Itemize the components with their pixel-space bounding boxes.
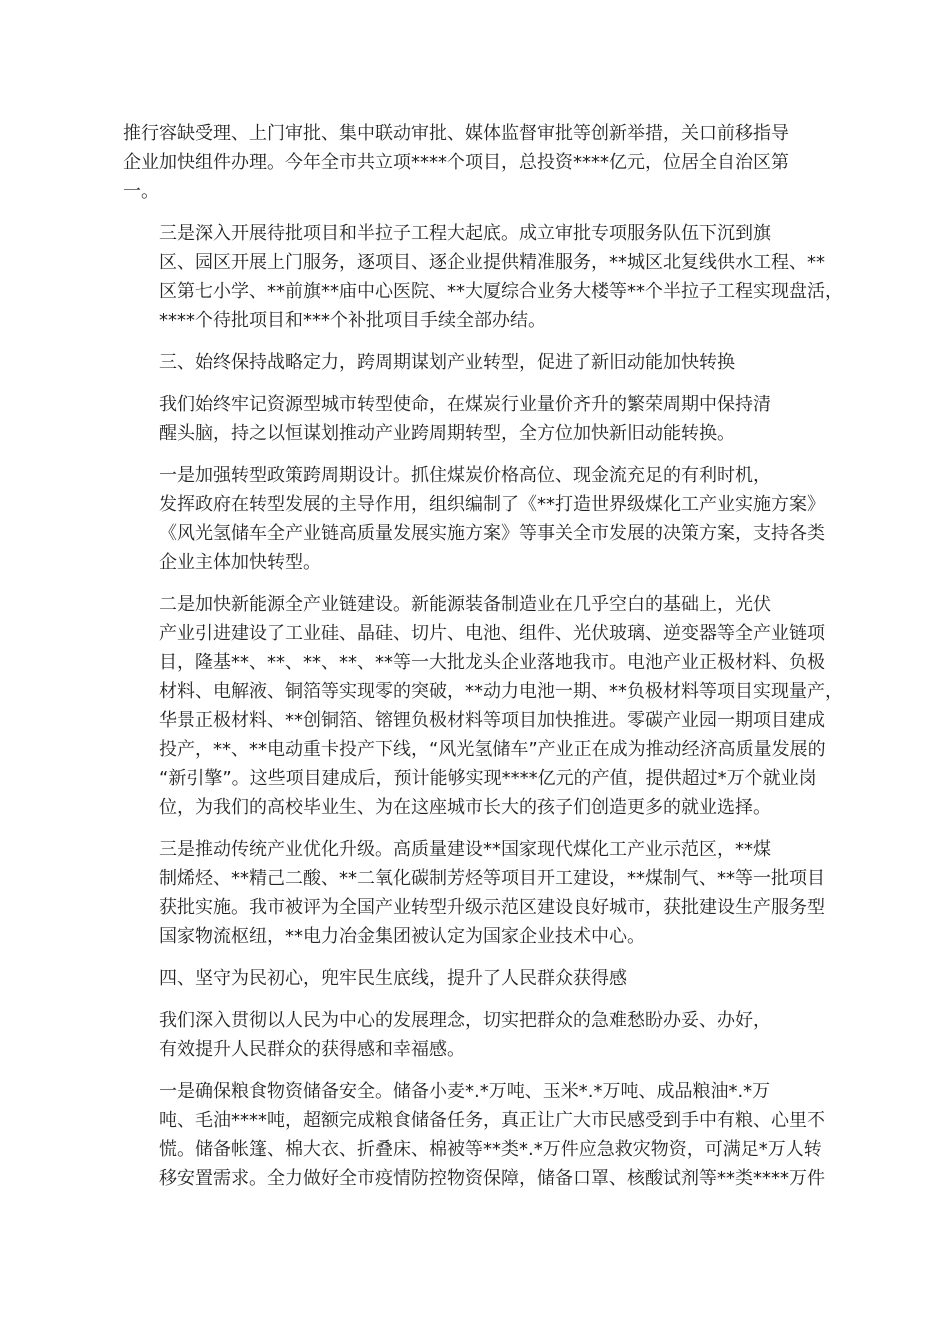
text-line: 一。 — [123, 181, 159, 202]
text-line: 我们始终牢记资源型城市转型使命，在煤炭行业量价齐升的繁荣周期中保持清 — [159, 394, 771, 415]
text-line: 慌。储备帐篷、棉大衣、折叠床、棉被等**类*.*万件应急救灾物资，可满足*万人转 — [159, 1139, 822, 1160]
text-line: 发挥政府在转型发展的主导作用，组织编制了《**打造世界级煤化工产业实施方案》 — [159, 494, 825, 515]
paragraph-approval-reform — [123, 119, 853, 206]
text-line: 我们深入贯彻以人民为中心的发展理念，切实把群众的急难愁盼办妥、办好， — [159, 1010, 771, 1031]
heading-text: 四、坚守为民初心，兜牢民生底线，提升了人民群众获得感 — [159, 968, 627, 989]
paragraph-unfinished-projects — [123, 219, 853, 335]
text-line: “新引擎”。这些项目建成后，预计能够实现****亿元的产值，提供超过*万个就业岗 — [159, 768, 817, 789]
text-line: 材料、电解液、铜箔等实现零的突破，**动力电池一期、**负极材料等项目实现量产， — [159, 681, 843, 702]
paragraph-grain-reserve — [123, 1077, 853, 1193]
paragraph-people-centered — [123, 1006, 853, 1064]
text-line: 移安置需求。全力做好全市疫情防控物资保障，储备口罩、核酸试剂等**类****万件 — [159, 1168, 825, 1189]
text-line: 企业加快组件办理。今年全市共立项****个项目，总投资****亿元，位居全自治区第 — [123, 152, 789, 173]
text-line: ****个待批项目和***个补批项目手续全部办结。 — [159, 310, 546, 331]
text-line: 区、园区开展上门服务，逐项目、逐企业提供精准服务，**城区北复线供水工程、** — [159, 252, 825, 273]
text-line: 醒头脑，持之以恒谋划推动产业跨周期转型，全方位加快新旧动能转换。 — [159, 423, 735, 444]
text-line: 产业引进建设了工业硅、晶硅、切片、电池、组件、光伏玻璃、逆变器等全产业链项 — [159, 623, 825, 644]
section-heading-4 — [123, 964, 853, 993]
paragraph-traditional-industry — [123, 835, 853, 951]
text-line: 投产，**、**电动重卡投产下线，“风光氢储车”产业正在成为推动经济高质量发展的 — [159, 739, 826, 760]
text-line: 区第七小学、**前旗**庙中心医院、**大厦综合业务大楼等**个半拉子工程实现盘活， — [159, 281, 843, 302]
paragraph-new-energy — [123, 590, 853, 822]
text-line: 推行容缺受理、上门审批、集中联动审批、媒体监督审批等创新举措，关口前移指导 — [123, 123, 789, 144]
text-line: 《风光氢储车全产业链高质量发展实施方案》等事关全市发展的决策方案，支持各类 — [159, 523, 825, 544]
text-line: 吨、毛油****吨，超额完成粮食储备任务，真正让广大市民感受到手中有粮、心里不 — [159, 1110, 825, 1131]
text-line: 目，隆基**、**、**、**、**等一大批龙头企业落地我市。电池产业正极材料、负极 — [159, 652, 825, 673]
text-line: 华景正极材料、**创铜箔、镕锂负极材料等项目加快推进。零碳产业园一期项目建成 — [159, 710, 825, 731]
text-line: 国家物流枢纽，**电力冶金集团被认定为国家企业技术中心。 — [159, 926, 645, 947]
text-line: 三是深入开展待批项目和半拉子工程大起底。成立审批专项服务队伍下沉到旗 — [159, 223, 771, 244]
document-page — [123, 119, 853, 1206]
text-line: 二是加快新能源全产业链建设。新能源装备制造业在几乎空白的基础上，光伏 — [159, 594, 771, 615]
heading-text: 三、始终保持战略定力，跨周期谋划产业转型，促进了新旧动能加快转换 — [159, 352, 735, 373]
text-line: 位，为我们的高校毕业生、为在这座城市长大的孩子们创造更多的就业选择。 — [159, 797, 771, 818]
text-line: 一是加强转型政策跨周期设计。抓住煤炭价格高位、现金流充足的有利时机， — [159, 465, 771, 486]
text-line: 一是确保粮食物资储备安全。储备小麦*.*万吨、玉米*.*万吨、成品粮油*.*万 — [159, 1081, 771, 1102]
section-heading-3 — [123, 348, 853, 377]
text-line: 获批实施。我市被评为全国产业转型升级示范区建设良好城市，获批建设生产服务型 — [159, 897, 825, 918]
paragraph-policy-design — [123, 461, 853, 577]
text-line: 制烯烃、**精己二酸、**二氧化碳制芳烃等项目开工建设，**煤制气、**等一批项目 — [159, 868, 825, 889]
text-line: 三是推动传统产业优化升级。高质量建设**国家现代煤化工产业示范区，**煤 — [159, 839, 771, 860]
paragraph-transformation-intro — [123, 390, 853, 448]
text-line: 企业主体加快转型。 — [159, 552, 321, 573]
text-line: 有效提升人民群众的获得感和幸福感。 — [159, 1039, 465, 1060]
